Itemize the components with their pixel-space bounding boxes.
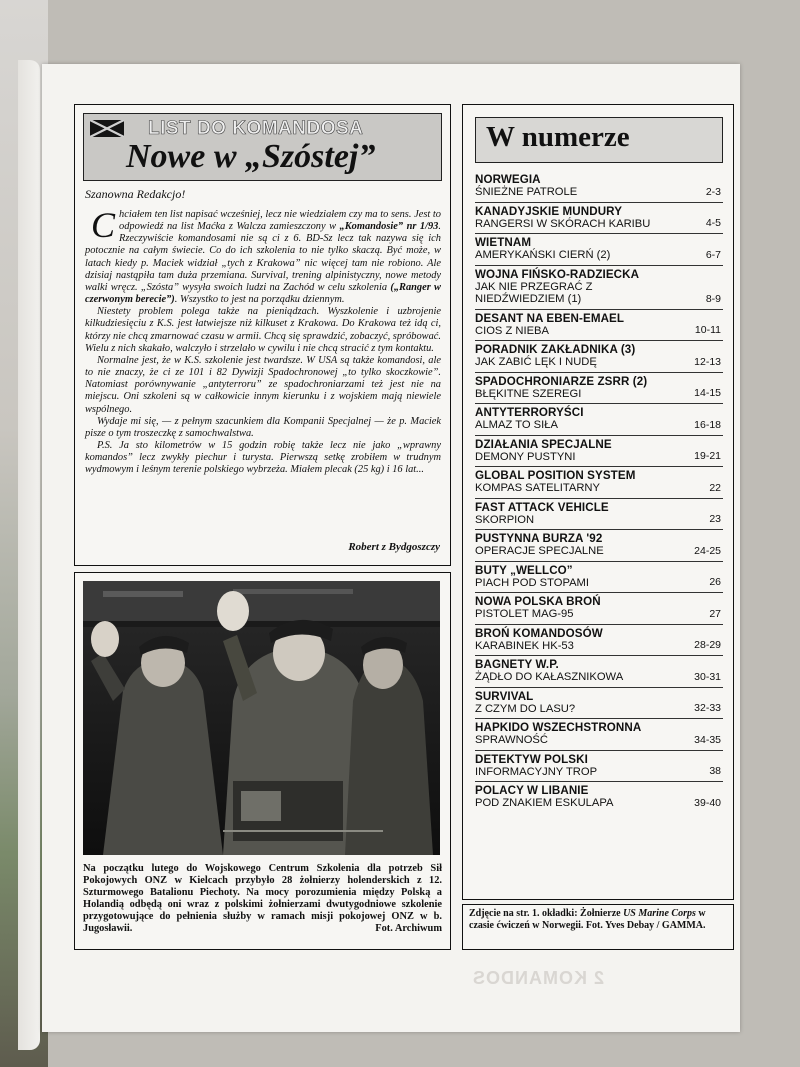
- letter-paragraph: Wydaje mi się, — z pełnym szacunkiem dla Kompanii Specjalnej — że p. Maciek pisze o tym troszeczkę z samochwalstwa.: [85, 415, 441, 439]
- drop-cap: C: [91, 205, 116, 245]
- toc-entry-heading: KANADYJSKIE MUNDURY: [475, 204, 623, 218]
- toc-entry-subtitle: RANGERSI W SKÓRACH KARIBU: [475, 217, 651, 230]
- toc-list: [475, 171, 723, 813]
- toc-entry-subtitle: INFORMACYJNY TROP: [475, 765, 598, 778]
- caption-text: Na początku lutego do Wojskowego Centrum Szkolenia dla potrzeb Sił Pokojowych ONZ w Kielcach przybyło 28 żołnierzy holenderskich z 12. Szturmowego Batalionu Piechoty. Na mocy porozumienia między Polską a Holandią odbędą oni wraz z polskimi żołnierzami dwutygodniowe szkolenie przygotowujące do pełnienia służby w ramach misji pokojowej ONZ w b. Jugosławii.: [83, 863, 442, 935]
- salutation: Szanowna Redakcjo!: [85, 187, 186, 201]
- toc-entry[interactable]: [475, 751, 723, 783]
- toc-entry[interactable]: [475, 562, 723, 594]
- toc-entry-pages: 28-29: [694, 639, 721, 651]
- toc-entry[interactable]: [475, 719, 723, 751]
- toc-entry-heading: DETEKTYW POLSKI: [475, 752, 588, 766]
- toc-entry-pages: 23: [709, 513, 721, 525]
- toc-entry-heading: ANTYTERRORYŚCI: [475, 406, 584, 419]
- toc-entry[interactable]: [475, 625, 723, 657]
- toc-entry-subtitle: POD ZNAKIEM ESKULAPA: [475, 797, 614, 809]
- toc-entry-heading: DZIAŁANIA SPECJALNE: [475, 437, 612, 451]
- toc-entry-heading: NORWEGIA: [475, 173, 541, 186]
- toc-entry-heading: HAPKIDO WSZECHSTRONNA: [475, 721, 642, 734]
- toc-entry-heading: POLACY W LIBANIE: [475, 784, 589, 797]
- toc-entry-pages: 8-9: [705, 292, 721, 305]
- toc-entry-heading: PORADNIK ZAKŁADNIKA (3): [475, 343, 636, 356]
- table-of-contents: [462, 104, 734, 900]
- toc-entry-subtitle: DEMONY PUSTYNI: [475, 450, 576, 463]
- toc-entry-heading: DESANT NA EBEN-EMAEL: [475, 311, 625, 325]
- toc-entry-subtitle: SKORPION: [475, 513, 535, 526]
- soldiers-photo: [83, 581, 440, 855]
- toc-entry-heading: SURVIVAL: [475, 689, 534, 703]
- toc-entry-heading: WIETNAM: [475, 236, 532, 249]
- toc-entry-heading: PUSTYNNA BURZA '92: [475, 532, 603, 545]
- cover-note-italic: US Marine Corps: [623, 908, 696, 919]
- toc-entry-subtitle: ŻĄDŁO DO KAŁASZNIKOWA: [475, 671, 624, 683]
- toc-entry-pages: 32-33: [694, 702, 721, 714]
- show-through-text: 2 KOMANDOS: [472, 968, 605, 988]
- toc-entry-subtitle: ŚNIEŻNE PATROLE: [475, 186, 578, 198]
- toc-entry[interactable]: [475, 656, 723, 688]
- toc-entry-subtitle: BŁĘKITNE SZEREGI: [475, 387, 582, 400]
- toc-entry-subtitle: CIOS Z NIEBA: [475, 324, 549, 337]
- toc-entry[interactable]: [475, 467, 723, 499]
- toc-entry-pages: 27: [709, 607, 721, 620]
- toc-entry-pages: 39-40: [694, 796, 721, 809]
- toc-entry[interactable]: [475, 499, 723, 531]
- toc-entry-heading: NOWA POLSKA BROŃ: [475, 595, 601, 608]
- toc-entry[interactable]: [475, 203, 723, 235]
- toc-entry-pages: 38: [709, 765, 721, 777]
- toc-entry-heading: BUTY „WELLCO”: [475, 563, 573, 577]
- toc-entry-heading: SPADOCHRONIARZE ZSRR (2): [475, 374, 648, 388]
- page-curl: [18, 60, 40, 1050]
- toc-entry-pages: 19-21: [694, 450, 721, 462]
- toc-entry-pages: 6-7: [705, 248, 721, 261]
- toc-entry[interactable]: [475, 404, 723, 436]
- toc-header: [475, 117, 723, 163]
- toc-entry[interactable]: [475, 234, 723, 266]
- toc-entry[interactable]: [475, 171, 723, 203]
- toc-entry-pages: 14-15: [694, 387, 721, 399]
- toc-entry-pages: 4-5: [705, 217, 721, 229]
- toc-entry-heading: BAGNETY W.P.: [475, 658, 559, 671]
- cover-photo-note: [462, 904, 734, 950]
- toc-entry[interactable]: [475, 266, 723, 310]
- flag-icon: [90, 120, 124, 137]
- toc-entry[interactable]: [475, 530, 723, 562]
- photo-box: [74, 572, 451, 950]
- letter-text: hciałem ten list napisać wcześniej, lecz nie wiedziałem czy ma to sens. Jest to odpowiedź na list Maćka z Walcza zamieszczony w: [119, 209, 441, 233]
- toc-entry-pages: 30-31: [694, 670, 721, 683]
- letter-header: [83, 113, 442, 181]
- toc-entry-pages: 22: [709, 481, 721, 494]
- photo-credit: Fot. Archiwum: [375, 923, 442, 935]
- letter-text: . Wszystko to jest na porządku dziennym.: [174, 294, 345, 306]
- letter-headline: Nowe w „Szóstej”: [126, 138, 376, 175]
- toc-entry[interactable]: [475, 373, 723, 405]
- toc-entry-heading: GLOBAL POSITION SYSTEM: [475, 469, 636, 482]
- toc-entry-heading: FAST ATTACK VEHICLE: [475, 500, 609, 514]
- toc-entry-subtitle: OPERACJE SPECJALNE: [475, 545, 604, 557]
- toc-entry-subtitle: JAK ZABIĆ LĘK I NUDĘ: [475, 356, 597, 368]
- cover-note-part: w czasie ćwiczeń w Norwegii. Fot. Yves Debay / GAMMA.: [469, 908, 706, 932]
- letter-paragraph: Normalne jest, że w K.S. szkolenie jest twardsze. W USA są także komandosi, ale to nie znaczy, że ci ze 101 i 82 Dywizji Spadochronowej „to tylko skoczkowie”. Natomiast porównywanie „antyterroru” ze spadochroniarzami też jest nie na miejscu. Oni szkoleni są w całkowicie innym kierunku i z wojskiem mają niewiele wspólnego.: [85, 354, 441, 415]
- toc-entry-subtitle: Z CZYM DO LASU?: [475, 702, 576, 715]
- toc-entry-subtitle: PISTOLET MAG-95: [475, 608, 574, 620]
- cover-note-part: Zdjęcie na str. 1. okładki: Żołnierze: [469, 908, 624, 919]
- toc-entry-subtitle: KOMPAS SATELITARNY: [475, 482, 600, 494]
- article-reference: („Ranger w czerwonym berecie”): [85, 281, 441, 306]
- letter-paragraph: Niestety problem polega także na pieniądzach. Wyszkolenie i uzbrojenie kilkudziesięciu z K.S. jest łatwiejsze niż kilkuset z Krakowa. Do Krakowa też idą ci, którzy nie chcą zmarnować czasu w armii. Chcą się sprawdzić, zobaczyć, spróbować. Wielu z nich skakało, walczyło i strzelało w cywilu i nie chcą stracić z tym kontaktu.: [85, 306, 441, 354]
- toc-entry-pages: 34-35: [694, 733, 721, 746]
- toc-entry-subtitle: PIACH POD STOPAMI: [475, 576, 589, 589]
- toc-entry-subtitle: JAK NIE PRZEGRAĆ Z NIEDŹWIEDZIEM (1): [475, 280, 593, 305]
- toc-entry-pages: 2-3: [705, 185, 721, 198]
- toc-entry-pages: 26: [709, 576, 721, 588]
- photo-caption: [83, 863, 442, 936]
- toc-entry-pages: 12-13: [694, 355, 721, 368]
- toc-entry-heading: WOJNA FIŃSKO-RADZIECKA: [475, 267, 640, 281]
- letter-text: . Rzeczywiście komandosami nie są ci z 6. BD-Sz lecz tak nazywa się ich potocznie na całym świecie. Co do ich szkolenia to nie tylko skaczą. Być może, w latach kiedy p. Maciek widział „tych z Krakowa” nic więcej tam nie robiono. Ale dzisiaj nastąpiła tam duża przemiana. Survival, trening alpinistyczny, nowe metody walki wręcz. „Szósta” wysyła swoich ludzi na Zachód w celu szkolenia: [85, 221, 441, 293]
- cover-note-text: [469, 908, 727, 932]
- letter-paragraph: P.S. Ja sto kilometrów w 15 godzin robię także lecz nie jako „wprawny komandos” lecz zwykły piechur i turysta. Pierwszą setkę zrobiłem w trudnym wydmowym i leśnym terenie polskiego wybrzeża. Miałem plecak (25 kg) i 16 lat...: [85, 439, 441, 476]
- magazine-reference: „Komandosie” nr 1/93: [339, 221, 439, 233]
- toc-entry-pages: 10-11: [694, 324, 721, 336]
- background-magazine-edge: [0, 0, 48, 1067]
- toc-entry[interactable]: [475, 782, 723, 813]
- magazine-page: [42, 64, 740, 1032]
- toc-entry-subtitle: KARABINEK HK-53: [475, 639, 574, 652]
- toc-title: W numerze: [486, 121, 630, 153]
- toc-entry[interactable]: [475, 436, 723, 468]
- toc-entry[interactable]: [475, 593, 723, 625]
- toc-entry[interactable]: [475, 310, 723, 342]
- toc-entry-subtitle: ALMAZ TO SIŁA: [475, 419, 558, 431]
- toc-entry-subtitle: AMERYKAŃSKI CIERŃ (2): [475, 249, 611, 261]
- letter-box: [74, 104, 451, 566]
- toc-entry-heading: BROŃ KOMANDOSÓW: [475, 626, 603, 640]
- toc-entry-subtitle: SPRAWNOŚĆ: [475, 734, 548, 746]
- letter-paragraph: [85, 205, 441, 306]
- toc-entry-pages: 16-18: [694, 418, 721, 431]
- series-label: LIST DO KOMANDOSA: [148, 118, 364, 139]
- toc-entry[interactable]: [475, 341, 723, 373]
- toc-entry-pages: 24-25: [694, 544, 721, 557]
- toc-entry[interactable]: [475, 688, 723, 720]
- letter-signature: Robert z Bydgoszczy: [348, 541, 440, 553]
- letter-body: [85, 205, 441, 476]
